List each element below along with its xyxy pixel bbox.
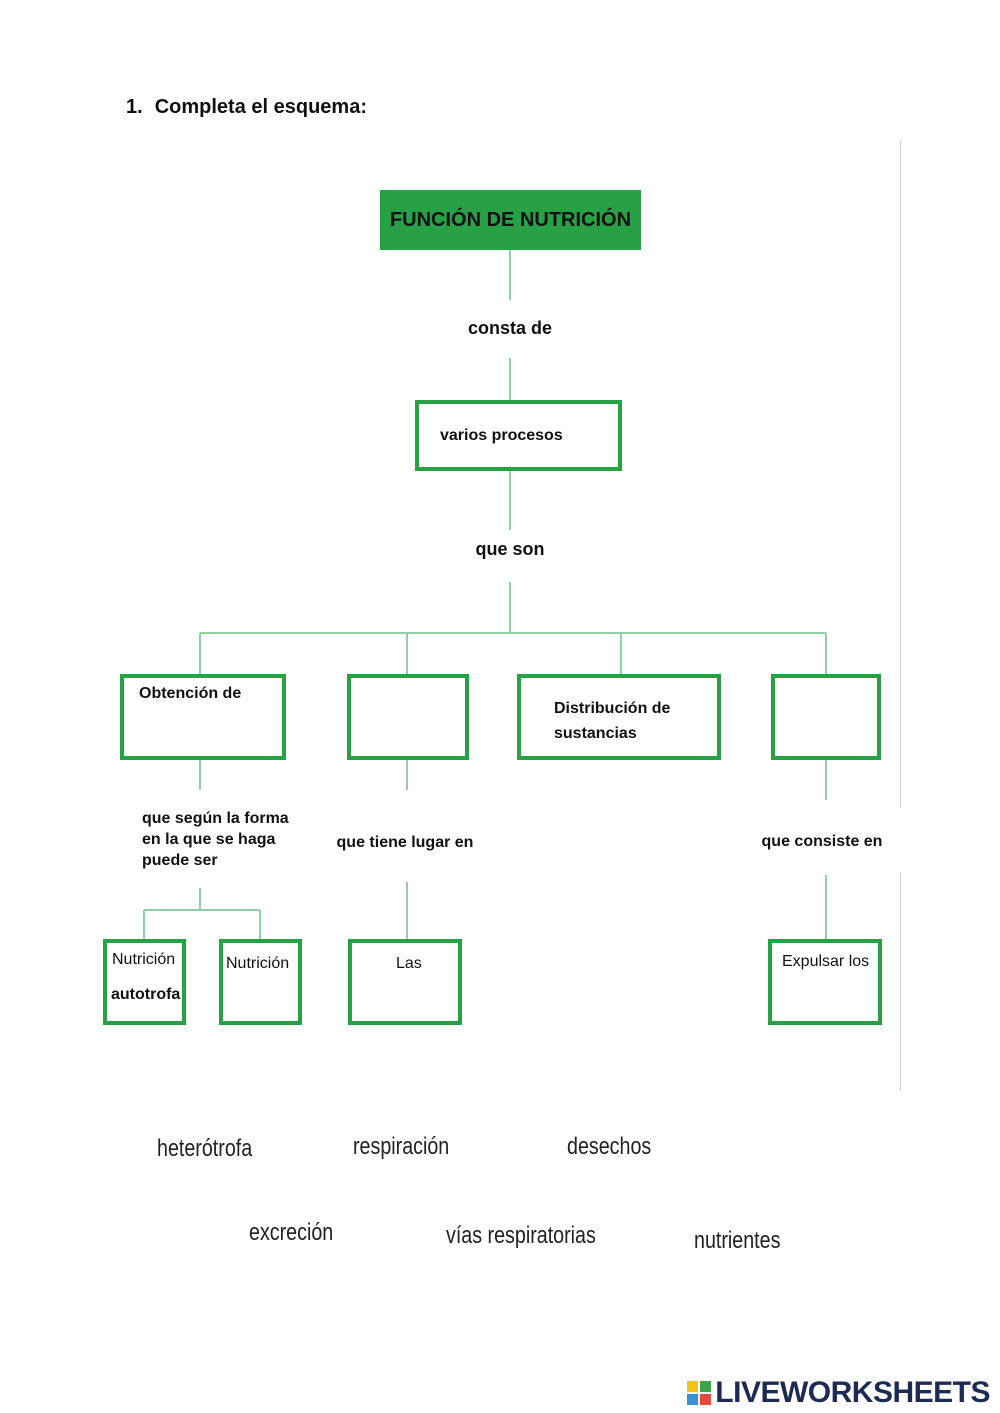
leaf-box-expulsar[interactable] bbox=[768, 939, 882, 1025]
word-bank-item[interactable]: heterótrofa bbox=[157, 1135, 253, 1162]
word-bank-item[interactable]: excreción bbox=[249, 1219, 334, 1246]
leaf-label-nutricion-2: Nutrición bbox=[226, 955, 290, 972]
process-box-blank-1[interactable] bbox=[347, 674, 469, 760]
link-que-son: que son bbox=[450, 539, 570, 560]
logo-mark-letter bbox=[687, 1394, 698, 1405]
process-box-distribucion bbox=[517, 674, 721, 760]
word-bank-item[interactable]: vías respiratorias bbox=[446, 1222, 596, 1249]
word-bank-item[interactable]: nutrientes bbox=[694, 1227, 781, 1254]
process-label-distribucion: Distribución de sustancias bbox=[554, 700, 671, 742]
link-consta-de: consta de bbox=[450, 318, 570, 339]
exercise-instruction: Completa el esquema: bbox=[154, 96, 367, 118]
level1-label: varios procesos bbox=[440, 427, 563, 444]
leaf-label-nutricion: Nutrición bbox=[112, 951, 176, 968]
leaf-box-las[interactable] bbox=[348, 939, 462, 1025]
logo-mark-letter bbox=[700, 1394, 711, 1405]
logo-wordmark: LIVEWORKSHEETS bbox=[715, 1376, 990, 1409]
process-label-obtencion: Obtención de bbox=[139, 685, 242, 702]
process-box-obtencion bbox=[120, 674, 286, 760]
link-segun-forma: que según la forma en la que se haga puede ser bbox=[142, 808, 292, 871]
root-box: FUNCIÓN DE NUTRICIÓN bbox=[380, 190, 641, 250]
liveworksheets-logo bbox=[687, 1376, 990, 1410]
level1-box bbox=[415, 400, 622, 471]
leaf-label-las: Las bbox=[396, 955, 422, 972]
leaf-label-expulsar: Expulsar los bbox=[782, 953, 870, 970]
process-box-blank-2[interactable] bbox=[771, 674, 881, 760]
exercise-number: 1. bbox=[126, 96, 143, 118]
logo-mark-letter bbox=[700, 1381, 711, 1392]
leaf-box-autotrofa bbox=[103, 939, 186, 1025]
word-bank-item[interactable]: desechos bbox=[567, 1133, 652, 1160]
link-tiene-lugar: que tiene lugar en bbox=[330, 832, 480, 853]
logo-mark-icon bbox=[687, 1381, 711, 1405]
word-bank-item[interactable]: respiración bbox=[353, 1133, 450, 1160]
leaf-box-nutricion[interactable] bbox=[219, 939, 302, 1025]
link-consiste-en: que consiste en bbox=[756, 831, 888, 852]
logo-mark-letter bbox=[687, 1381, 698, 1392]
leaf-label-autotrofa: autotrofa bbox=[111, 986, 181, 1003]
